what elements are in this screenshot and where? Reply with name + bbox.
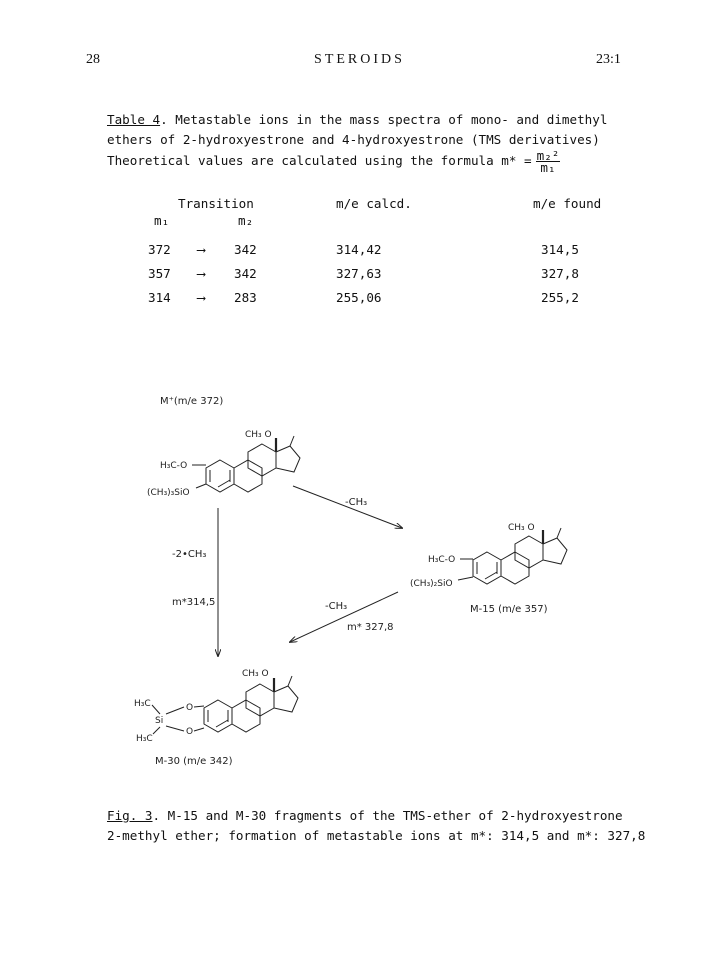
header-m2: m₂ [238, 213, 254, 228]
cell-calcd: 327,63 [336, 265, 382, 281]
cell-calcd: 314,42 [336, 241, 382, 257]
transition-arrow: ⟶ [197, 241, 205, 257]
figure-caption-line1: Fig. 3. M-15 and M-30 fragments of the TMS-ether of 2-hydroxyestrone [107, 808, 623, 823]
mplus-label: M⁺(m/e 372) [160, 396, 224, 407]
transition-arrow: ⟶ [197, 289, 205, 305]
header-calcd: m/e calcd. [336, 196, 412, 211]
loss-ch3-mid: -CH₃ [325, 601, 348, 612]
header-transition: Transition [178, 196, 254, 211]
transition-arrow: ⟶ [197, 265, 205, 281]
cell-found: 327,8 [541, 265, 579, 281]
formula-denominator: m₁ [540, 160, 556, 175]
figure-caption-line2: 2-methyl ether; formation of metastable ions at m*: 314,5 and m*: 327,8 [107, 828, 646, 843]
si-label: Si [155, 716, 164, 726]
arrow-m15-to-m30 [290, 592, 398, 642]
cell-m2: 283 [234, 289, 257, 305]
header-m1: m₁ [154, 213, 170, 228]
volume-issue: 23:1 [596, 52, 621, 67]
cell-m2: 342 [234, 265, 257, 281]
oxygen-b: O [186, 727, 194, 737]
ch3-label-right: CH₃ O [508, 523, 535, 533]
ch3-label-bottom: CH₃ O [242, 669, 269, 679]
table-caption-line3: Theoretical values are calculated using the formula m* = $\frac{\text{m₂²}}{\text{m₁}}$ [107, 148, 560, 175]
oxygen-a: O [186, 703, 194, 713]
cell-found: 314,5 [541, 241, 579, 257]
h3co-label-2: H₃C-O [428, 555, 456, 565]
table-caption-line2: ethers of 2-hydroxyestrone and 4-hydroxyestrone (TMS derivatives) [107, 132, 600, 147]
h3c-label-b: H₃C [136, 734, 153, 744]
table-caption-line1: Table 4. Metastable ions in the mass spectra of mono- and dimethyl [107, 112, 608, 127]
page-number: 28 [86, 52, 100, 67]
loss-2ch3: -2•CH₃ [172, 549, 207, 560]
loss-ch3-top: -CH₃ [345, 497, 368, 508]
tms-label-2: (CH₃)₂SiO [410, 579, 453, 589]
cell-m1: 314 [148, 289, 171, 305]
cell-m1: 372 [148, 241, 171, 257]
m15-label: M-15 (m/e 357) [470, 604, 548, 615]
cell-m2: 342 [234, 241, 257, 257]
steroid-structure-m30 [204, 676, 298, 732]
formula-numerator: m₂² [536, 148, 560, 163]
cell-m1: 357 [148, 265, 171, 281]
figure-label: Fig. 3 [107, 808, 153, 823]
steroid-structure-m15 [473, 528, 567, 584]
h3co-label-1: H₃C-O [160, 461, 188, 471]
mstar-314: m*314,5 [172, 597, 216, 608]
header-found: m/e found [533, 196, 602, 211]
cell-calcd: 255,06 [336, 289, 382, 305]
steroid-structure-mplus [206, 436, 300, 492]
table-label: Table 4 [107, 112, 161, 127]
tms-label-1: (CH₃)₃SiO [147, 488, 190, 498]
m30-label: M-30 (m/e 342) [155, 756, 233, 767]
journal-title: STEROIDS [314, 52, 405, 67]
cell-found: 255,2 [541, 289, 579, 305]
h3c-label-a: H₃C [134, 699, 151, 709]
ch3-label-top: CH₃ O [245, 430, 272, 440]
mstar-327: m* 327,8 [347, 622, 394, 633]
